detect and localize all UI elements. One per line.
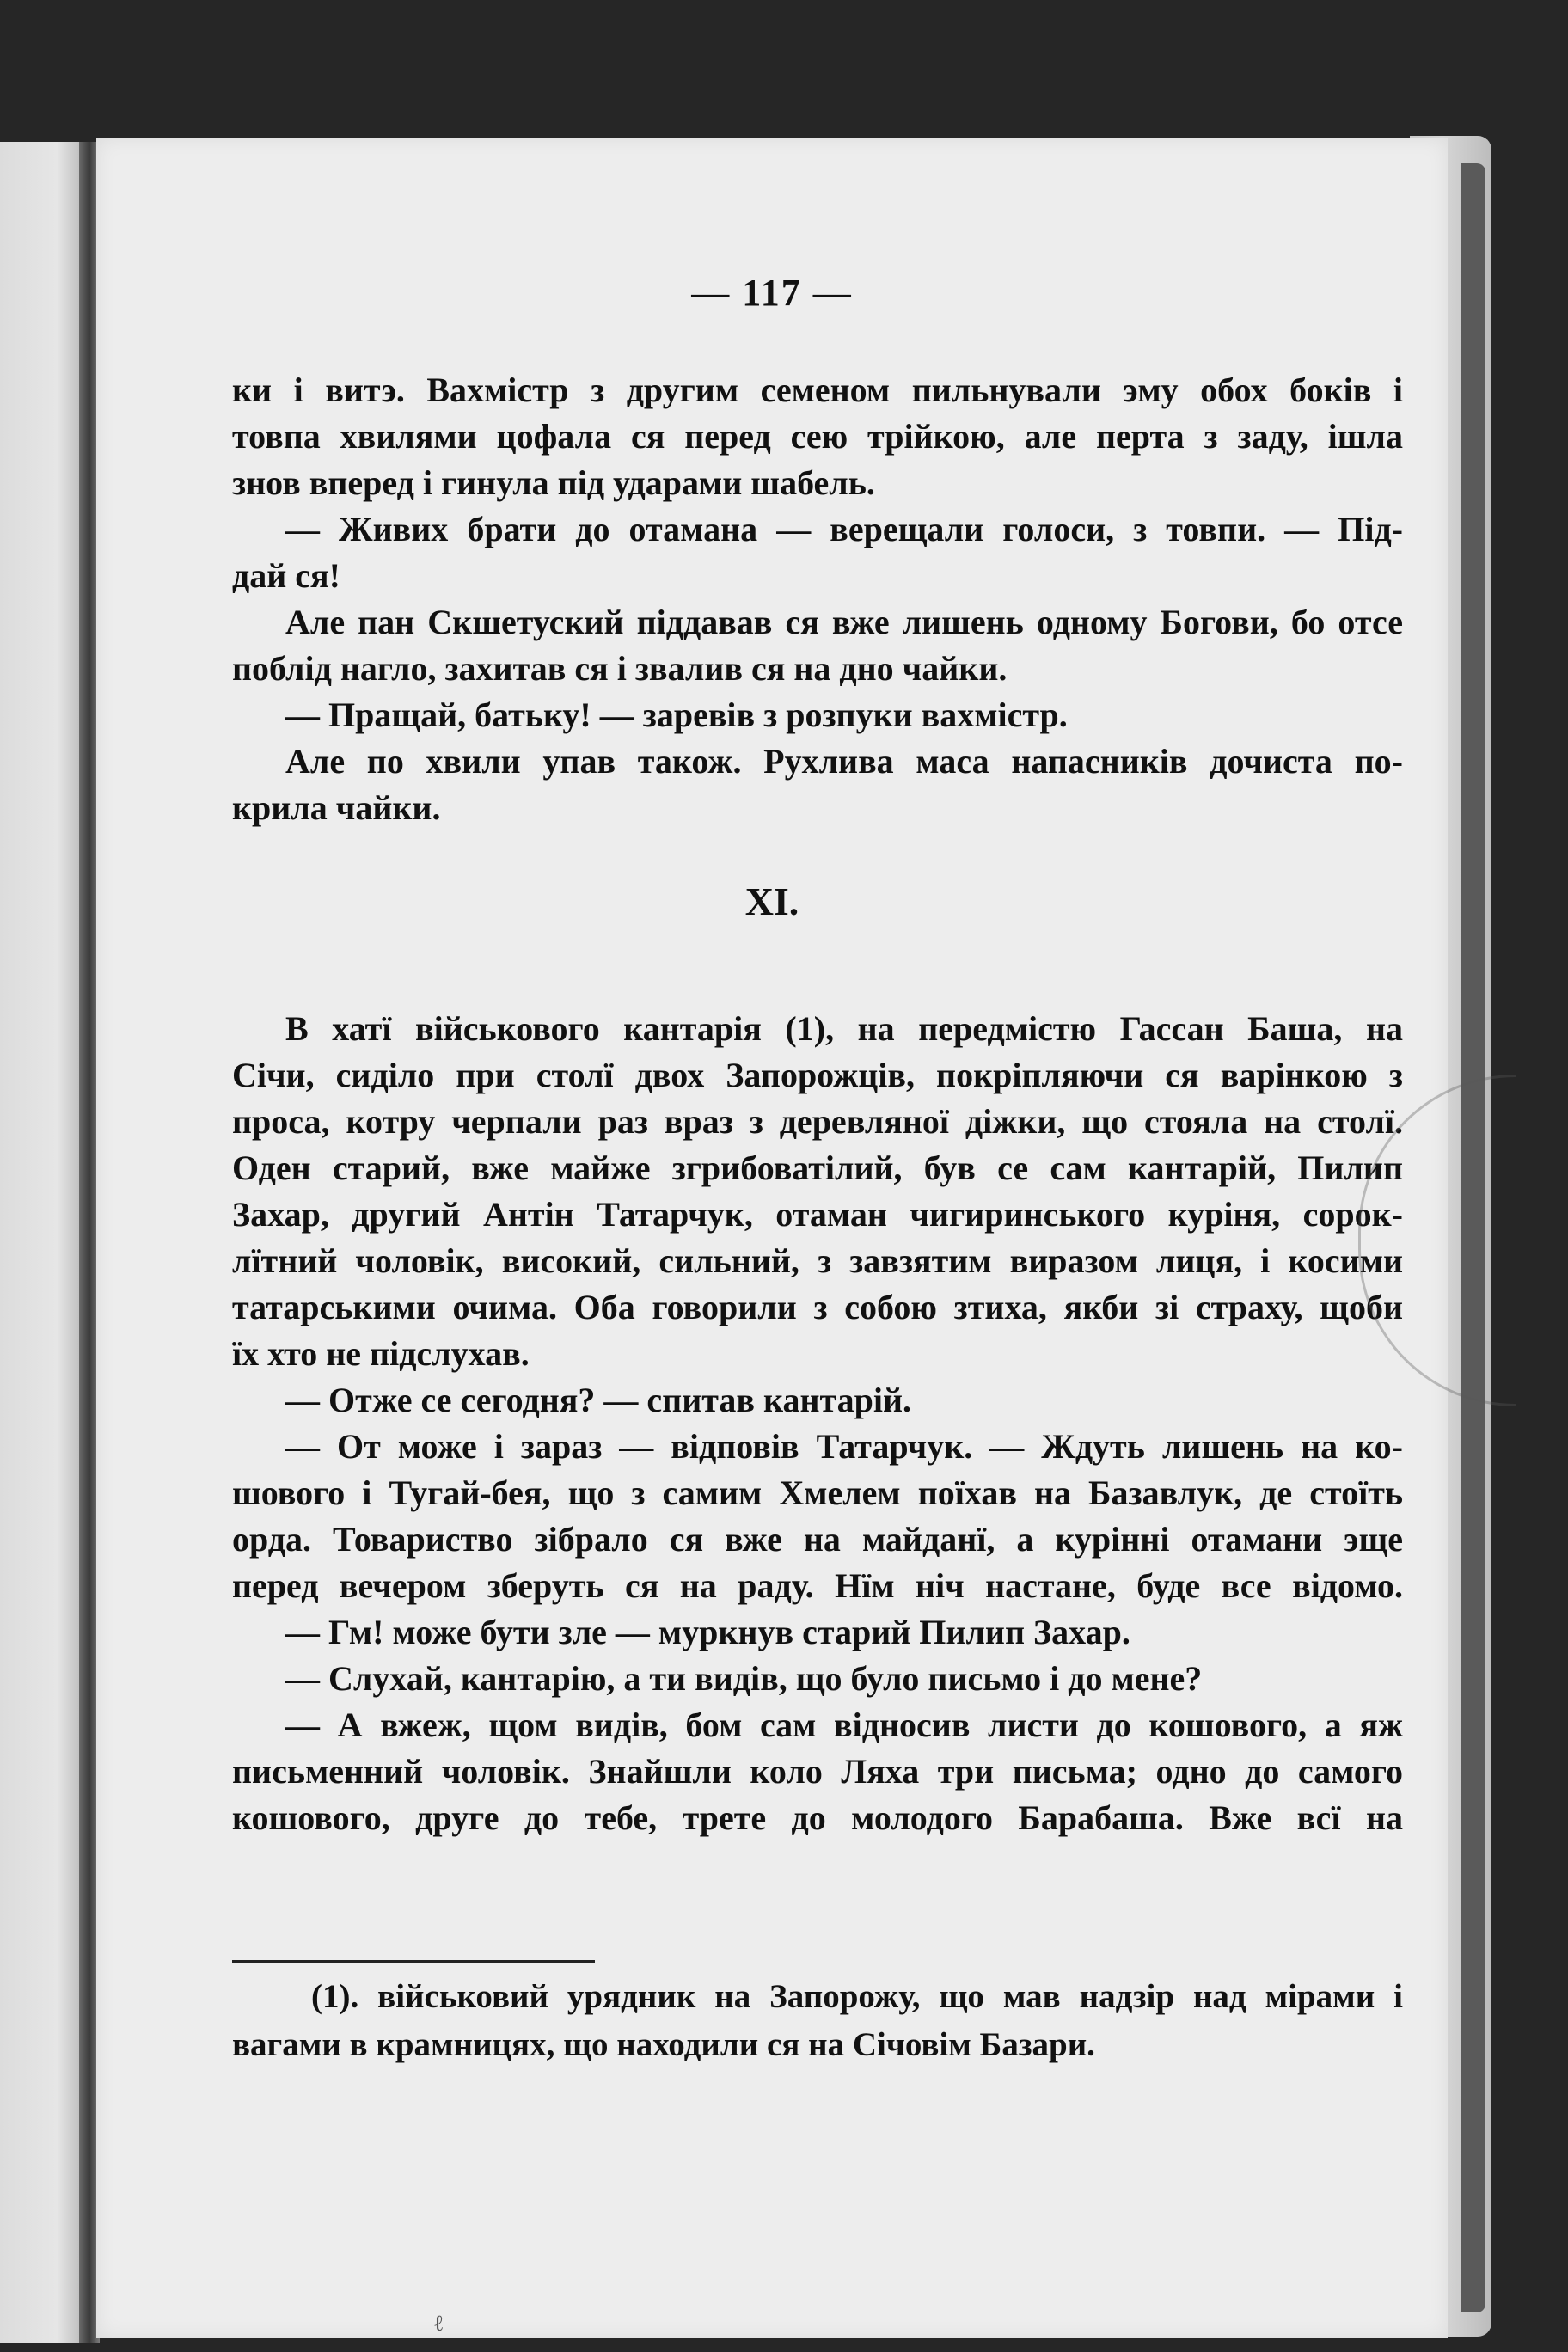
text-line: шового і Тугай-бея, що з самим Хмелем поїхав на Базавлук, де стоїть bbox=[232, 1473, 1403, 1512]
footnote-line: (1). військовий урядник на Запорожу, що мав надзір над мірами і bbox=[311, 1978, 1403, 2015]
footnote-line: вагами в крамницях, що находили ся на Січовім Базари. bbox=[232, 2026, 1095, 2063]
text-line: Але по хвили упав також. Рухлива маса напасників дочиста по- bbox=[285, 742, 1403, 781]
text-line: знов вперед і гинула під ударами шабель. bbox=[232, 463, 875, 502]
text-line: письменний чоловік. Знайшли коло Ляха три письма; одно до самого bbox=[232, 1752, 1403, 1791]
text-line: — Отже се сегодня? — спитав кантарій. bbox=[285, 1381, 912, 1419]
text-line: Але пан Скшетуский піддавав ся вже лишень одному Богови, бо отсе bbox=[285, 603, 1403, 641]
text-line: — Слухай, кантарію, а ти видів, що було письмо і до мене? bbox=[285, 1659, 1203, 1698]
page-number: — 117 — bbox=[691, 272, 853, 314]
text-line: поблід нагло, захитав ся і звалив ся на дно чайки. bbox=[232, 649, 1008, 688]
main-paragraphs bbox=[232, 1006, 1403, 1841]
footnote-rule bbox=[232, 1960, 595, 1963]
text-line: — Живих брати до отамана — верещали голоси, з товпи. — Під- bbox=[285, 510, 1403, 548]
text-line: В хатї військового кантарія (1), на передмістю Гассан Баша, на bbox=[285, 1009, 1403, 1048]
text-line: товпа хвилями цофала ся перед сею трійкою, але перта з заду, ішла bbox=[232, 417, 1403, 456]
text-line: — От може і зараз — відповів Татарчук. — Ждуть лишень на ко- bbox=[285, 1427, 1403, 1466]
book-page bbox=[96, 138, 1448, 2338]
text-line: кошового, друге до тебе, трете до молодого Барабаша. Вже всї на bbox=[232, 1798, 1403, 1837]
top-paragraphs bbox=[232, 367, 1403, 831]
text-line: проса, котру черпали раз враз з деревляної діжки, що стояла на столї. bbox=[232, 1102, 1403, 1141]
text-line: дай ся! bbox=[232, 556, 340, 595]
text-line: крила чайки. bbox=[232, 788, 441, 827]
text-line: їх хто не підслухав. bbox=[232, 1334, 530, 1373]
stray-ink-mark: ℓ bbox=[433, 2311, 444, 2336]
text-line: Оден старий, вже майже згрибоватілий, був се сам кантарій, Пилип bbox=[232, 1148, 1403, 1187]
left-page-edge bbox=[0, 142, 82, 2343]
chapter-heading: XI. bbox=[744, 879, 799, 923]
text-line: — Пращай, батьку! — заревів з розпуки вахмістр. bbox=[285, 695, 1068, 734]
text-line: ки і витэ. Вахмістр з другим семеном пильнували эму обох боків і bbox=[232, 371, 1403, 409]
text-line: татарськими очима. Оба говорили з собою зтиха, якби зі страху, щоби bbox=[232, 1288, 1403, 1326]
footnote bbox=[232, 1973, 1403, 2069]
text-line: орда. Товариство зібрало ся вже на майданї, а курінні отамани эще bbox=[232, 1520, 1403, 1559]
text-line: лїтний чоловік, високий, сильний, з завзятим виразом лиця, і косими bbox=[232, 1241, 1403, 1280]
text-line: — Гм! може бути зле — муркнув старий Пилип Захар. bbox=[285, 1613, 1130, 1651]
text-line: Захар, другий Антін Татарчук, отаман чигиринського куріня, сорок- bbox=[232, 1195, 1403, 1234]
text-line: Січи, сиділо при столї двох Запорожців, покріпляючи ся варінкою з bbox=[232, 1056, 1403, 1094]
text-line: перед вечером зберуть ся на раду. Нїм ніч настане, буде все відомо. bbox=[232, 1566, 1403, 1605]
text-line: — А вжеж, щом видів, бом сам відносив листи до кошового, а яж bbox=[285, 1706, 1403, 1744]
